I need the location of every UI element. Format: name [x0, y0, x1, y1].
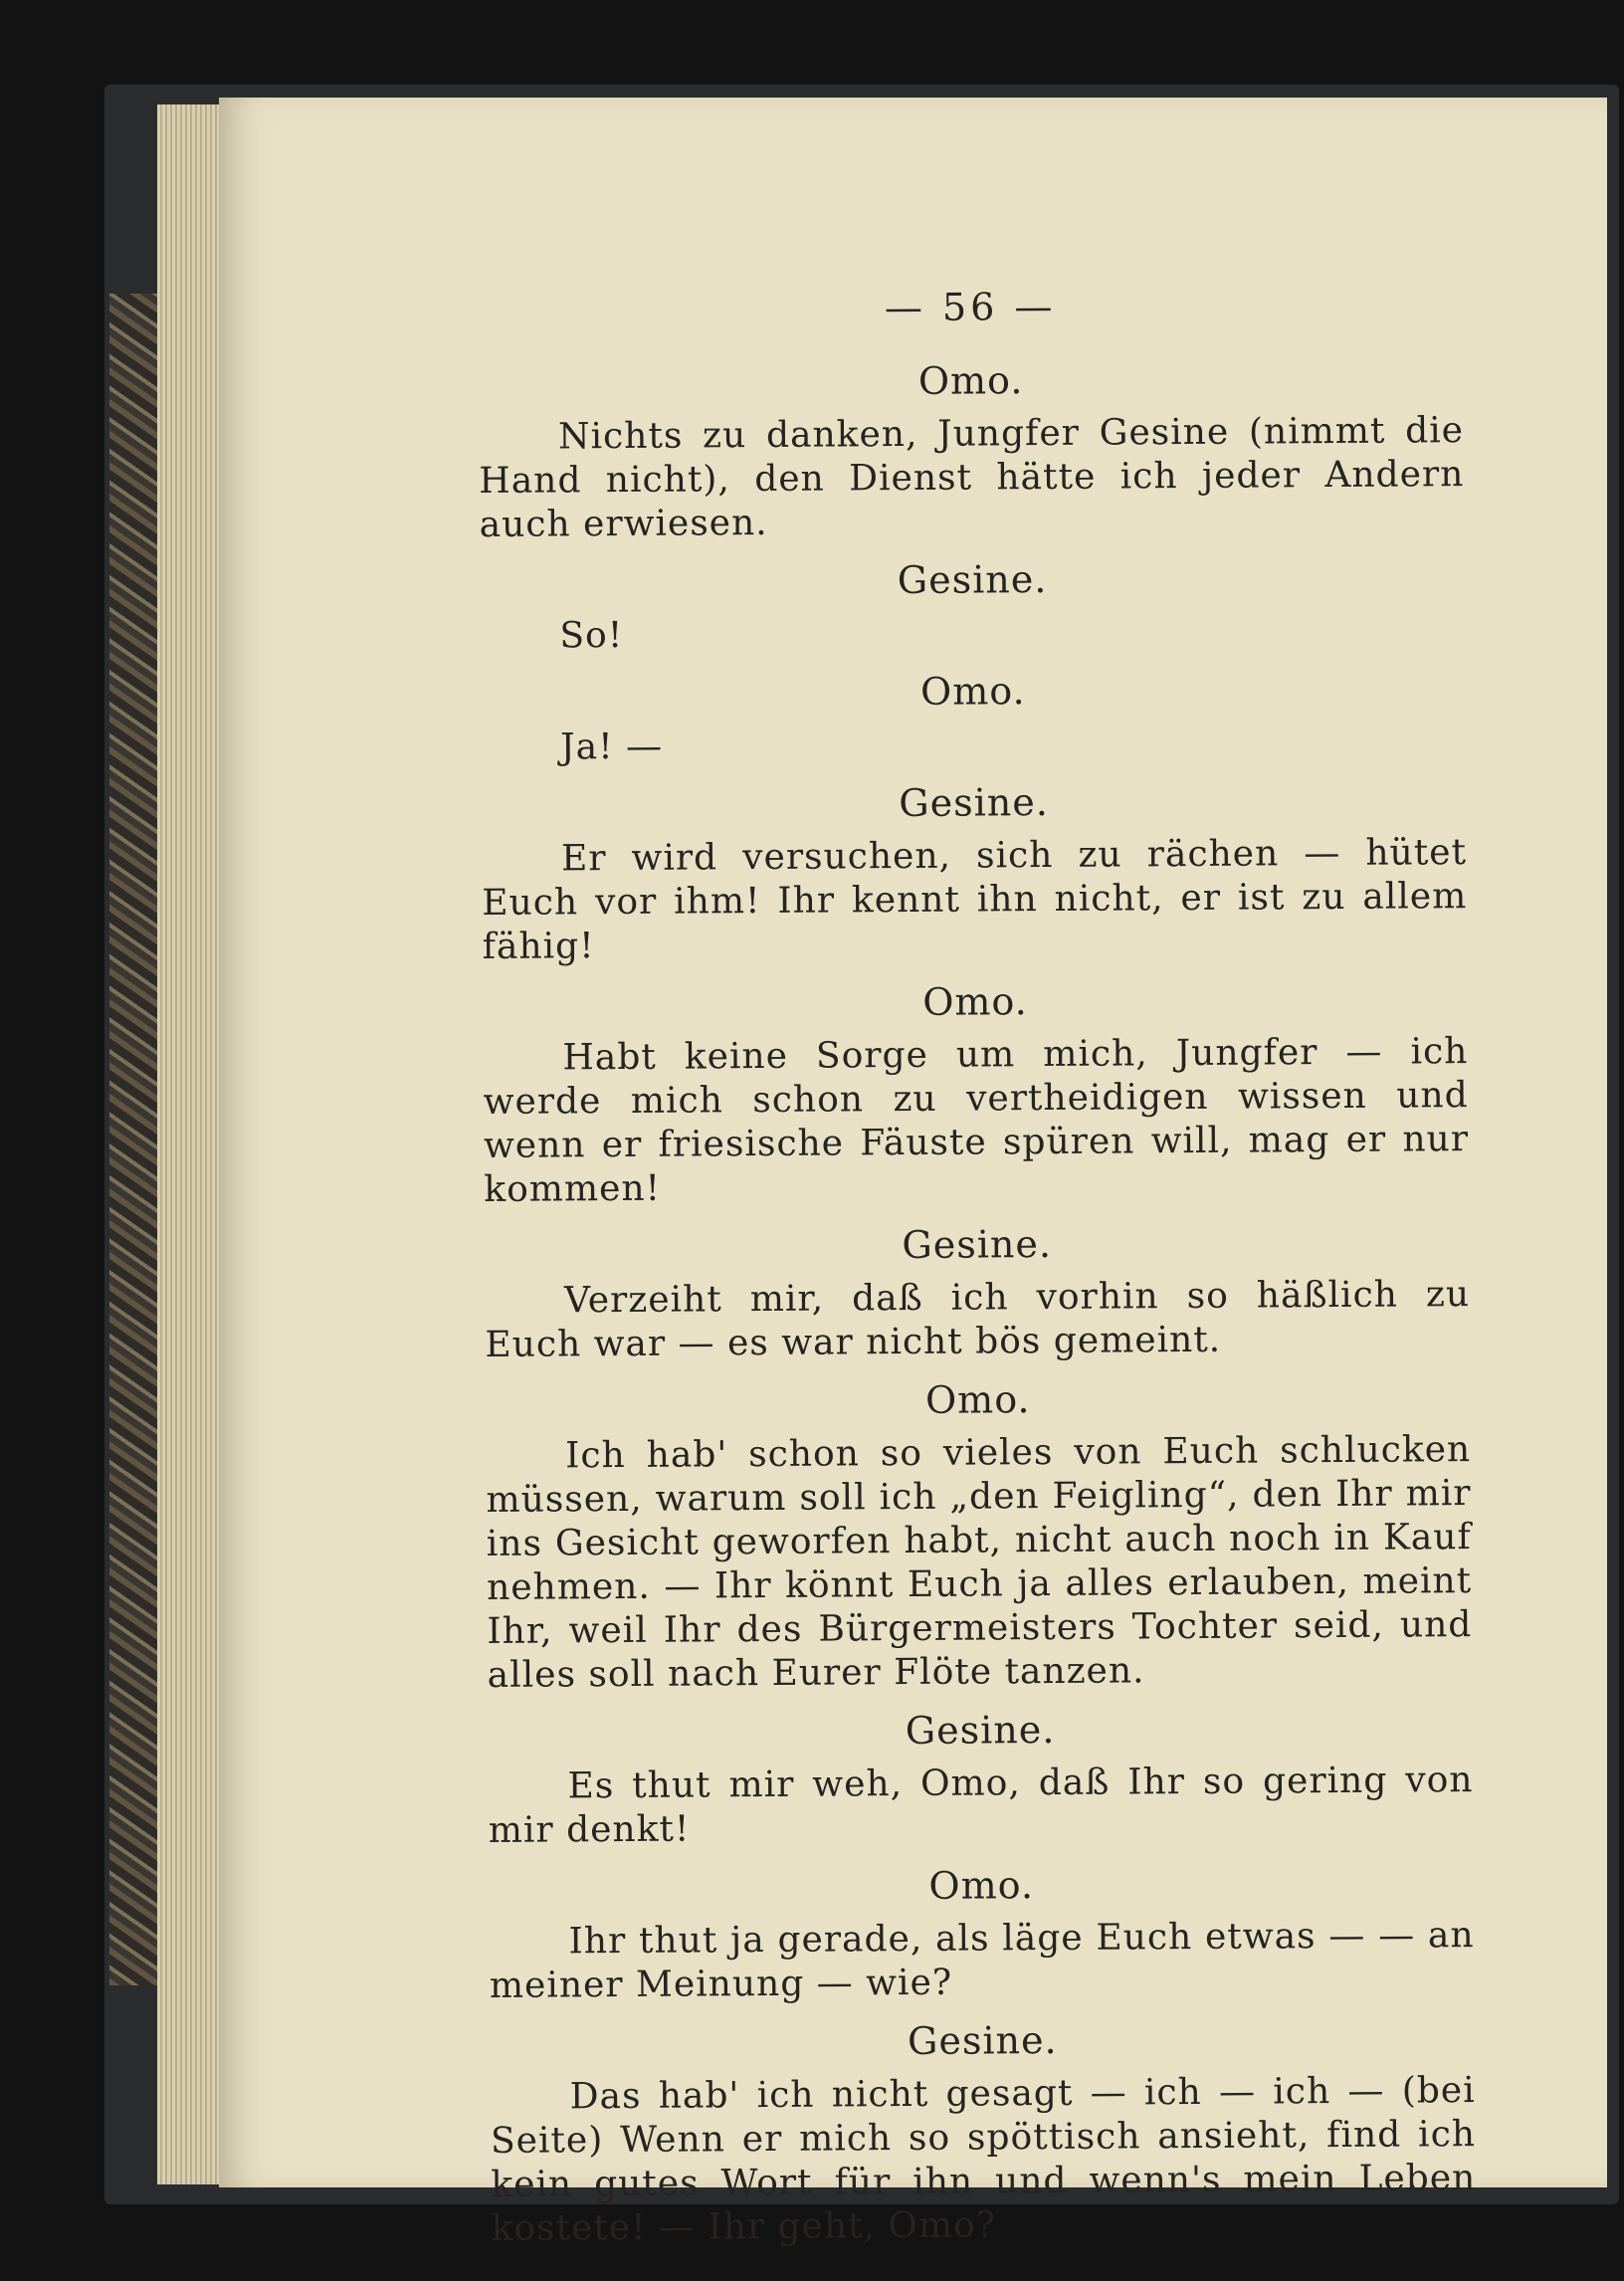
- speaker-name: Gesine.: [899, 780, 1050, 826]
- page-text: [478, 282, 1477, 2257]
- speaker-name: Gesine.: [902, 1221, 1053, 1268]
- speaker-name: Gesine.: [905, 1707, 1056, 1754]
- dialogue-line: Das hab' ich nicht gesagt — ich — ich — (bei Seite) Wenn er mich so spöttisch ansieht, find ich kein gutes Wort für ihn und wenn's mein Leben kostete! — Ihr geht, Omo?: [490, 2070, 1477, 2249]
- speaker-name: Omo.: [917, 358, 1024, 403]
- speaker-name: Omo.: [919, 669, 1026, 714]
- dialogue-line: Verzeiht mir, daß ich vorhin so häßlich zu Euch war — es war nicht bös gemeint.: [485, 1274, 1471, 1365]
- dialogue-line: So!: [559, 614, 624, 657]
- dialogue-line: Er wird versuchen, sich zu rächen — hütet Euch vor ihm! Ihr kennt ihn nicht, er ist zu allem fähig!: [482, 832, 1468, 967]
- speaker-name: Omo.: [928, 1863, 1035, 1908]
- speaker-name: Gesine.: [907, 2017, 1058, 2064]
- dialogue-line: Habt keine Sorge um mich, Jungfer — ich werde mich schon zu vertheidigen wissen und wenn er friesische Fäuste spüren will, mag er nur kommen!: [483, 1031, 1470, 1210]
- speaker-name: Omo.: [924, 1377, 1031, 1422]
- dialogue-line: Nichts zu danken, Jungfer Gesine (nimmt die Hand nicht), den Dienst hätte ich jeder Andern auch erwiesen.: [479, 410, 1465, 545]
- page-number: — 56 —: [884, 284, 1057, 330]
- dialogue-line: Es thut mir weh, Omo, daß Ihr so gering von mir denkt!: [488, 1760, 1474, 1851]
- dialogue-line: Ja! —: [560, 726, 664, 768]
- speaker-name: Omo.: [922, 979, 1028, 1024]
- dialogue-line: Ich hab' schon so vieles von Euch schlucken müssen, warum soll ich „den Feigling“, den Ihr mir ins Gesicht geworfen habt, nicht auch noch in Kauf nehmen. — Ihr könnt Euch ja alles erlauben, meint Ihr, weil Ihr des Bürgermeisters Tochter seid, und alles soll nach Eurer Flöte tanzen.: [486, 1429, 1473, 1696]
- speaker-name: Gesine.: [897, 557, 1048, 603]
- dialogue-line: Ihr thut ja gerade, als läge Euch etwas — — an meiner Meinung — wie?: [489, 1915, 1475, 2006]
